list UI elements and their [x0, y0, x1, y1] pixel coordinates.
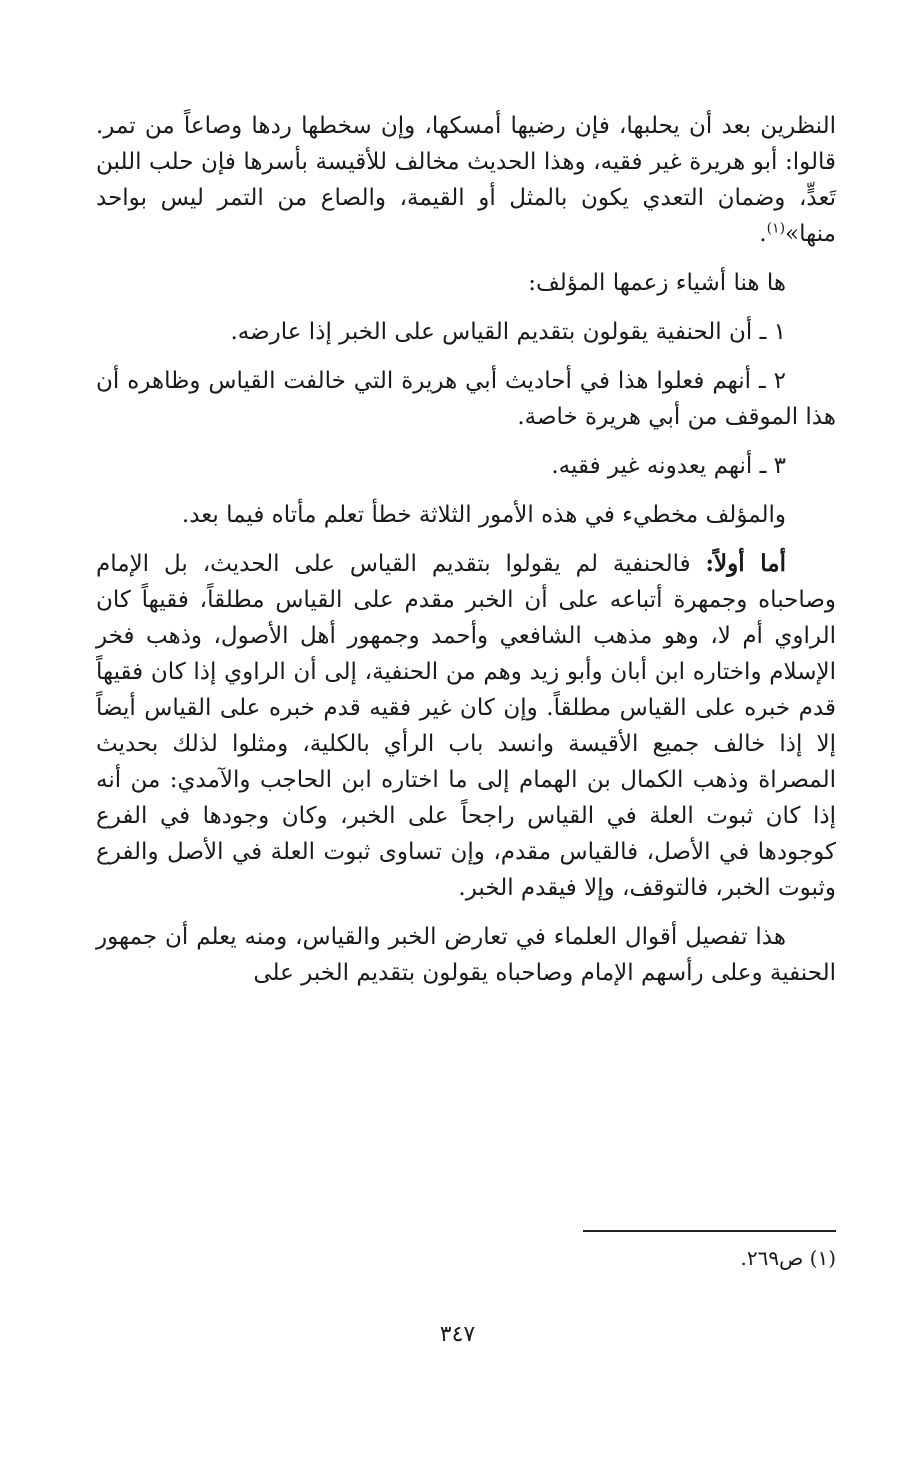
- list-item-3: ٣ ـ أنهم يعدونه غير فقيه.: [551, 453, 786, 479]
- page-number: ٣٤٧: [439, 1322, 476, 1347]
- paragraph-first-point: أما أولاً: فالحنفية لم يقولوا بتقديم القياس على الحديث، بل الإمام وصاحباه وجمهرة أتباعه على أن الخبر مقدم على القياس مطلقاً، فقيهاً كان الراوي أم لا، وهو مذهب الشافعي وأحمد وجمهور أهل الأصول، وذهب فخر الإسلام واختاره ابن أبان وأبو زيد وهم من الحنفية، إلى أن الراوي إذا كان فقيهاً قدم خبره على القياس مطلقاً. وإن كان غير فقيه قدم خبره على القياس أيضاً إلا إذا خالف جميع الأقيسة وانسد باب الرأي بالكلية، ومثلوا لذلك بحديث المصراة وذهب الكمال بن الهمام إلى ما اختاره ابن الحاجب والآمدي: من أنه إذا كان ثبوت العلة في القياس راجحاً على الخبر، وكان وجودها في الفرع كوجودها في الأصل، فالقياس مقدم، وإن تساوى ثبوت العلة في الأصل والفرع وثبوت الخبر، فالتوقف، وإلا فيقدم الخبر.: [96, 550, 836, 901]
- list-item-1: ١ ـ أن الحنفية يقولون بتقديم القياس على الخبر إذا عارضه.: [230, 319, 786, 345]
- paragraph-2: ها هنا أشياء زعمها المؤلف:: [528, 270, 786, 296]
- footnote-reference[interactable]: (١): [766, 220, 786, 237]
- paragraph-1: النظرين بعد أن يحلبها، فإن رضيها أمسكها، وإن سخطها ردها وصاعاً من تمر. قالوا: أبو هريرة غير فقيه، وهذا الحديث مخالف للأقيسة بأسرها فإن حلب اللبن تَعدٍّ، وضمان التعدي يكون بالمثل أو القيمة، والصاع من التمر ليس بواحد منها»$^{(١)}$.: [96, 113, 836, 247]
- paragraph-summary: هذا تفصيل أقوال العلماء في تعارض الخبر والقياس، ومنه يعلم أن جمهور الحنفية وعلى رأسهم الإمام وصاحباه يقولون بتقديم الخبر على: [96, 924, 836, 986]
- main-text: [96, 108, 836, 1004]
- footnote-divider: [583, 1230, 836, 1232]
- list-item-2: ٢ ـ أنهم فعلوا هذا في أحاديث أبي هريرة التي خالفت القياس وظاهره أن هذا الموقف من أبي هريرة خاصة.: [96, 368, 836, 430]
- paragraph-conclusion: والمؤلف مخطيء في هذه الأمور الثلاثة خطأ تعلم مأتاه فيما بعد.: [181, 502, 786, 528]
- footnote: (١) ص٢٦٩.: [740, 1246, 836, 1270]
- section-lead: أما أولاً:: [705, 550, 786, 577]
